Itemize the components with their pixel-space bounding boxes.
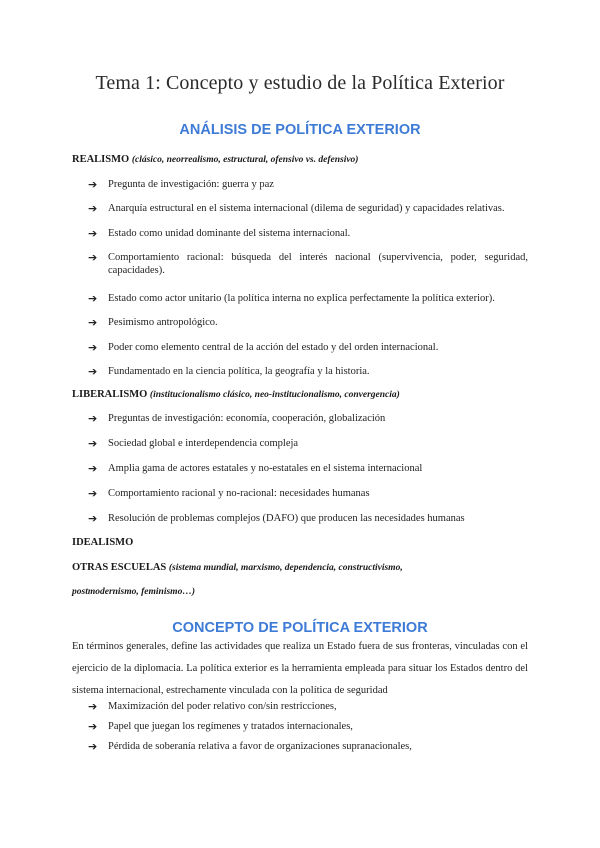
list-item: Pregunta de investigación: guerra y paz — [108, 179, 274, 190]
concepto-paragraph: En términos generales, define las actividades que realiza un Estado fuera de sus fronteras, vinculadas con el ejercicio de la diplomacia. La política exterior es la herramienta empleada para situar los Estados dentro del sistema internacional, estrechamente vinculada con la política de seguridad — [72, 641, 528, 696]
page-title: Tema 1: Concepto y estudio de la Política Exterior — [95, 72, 505, 94]
arrow-right-icon: ➔ — [88, 251, 98, 264]
arrow-right-icon: ➔ — [88, 178, 98, 191]
otras-detail-line2: postmodernismo, feminismo…) — [72, 587, 195, 597]
list-item: Pesimismo antropológico. — [108, 317, 218, 328]
list-item: Estado como actor unitario (la política interna no explica perfectamente la política exterior). — [108, 293, 495, 304]
arrow-right-icon: ➔ — [88, 341, 98, 354]
arrow-right-icon: ➔ — [88, 292, 98, 305]
liberalismo-detail: (institucionalismo clásico, neo-institucionalismo, convergencia) — [149, 390, 400, 400]
arrow-right-icon: ➔ — [88, 412, 98, 425]
list-item: Preguntas de investigación: economía, cooperación, globalización — [108, 413, 386, 424]
arrow-right-icon: ➔ — [88, 487, 98, 500]
arrow-right-icon: ➔ — [88, 740, 98, 753]
otras-label: OTRAS ESCUELAS — [72, 562, 167, 573]
list-item: Amplia gama de actores estatales y no-estatales en el sistema internacional — [108, 463, 423, 474]
subheading-idealismo — [72, 536, 532, 549]
idealismo-label: IDEALISMO — [72, 537, 134, 548]
arrow-right-icon: ➔ — [88, 720, 98, 733]
subheading-liberalismo — [72, 388, 532, 402]
arrow-right-icon: ➔ — [88, 316, 98, 329]
realismo-detail: (clásico, neorrealismo, estructural, ofensivo vs. defensivo) — [131, 155, 359, 165]
arrow-right-icon: ➔ — [88, 512, 98, 525]
list-item: Poder como elemento central de la acción del estado y del orden internacional. — [108, 342, 439, 353]
list-item: Comportamiento racional: búsqueda del interés nacional (supervivencia, poder, seguridad, capacidades). — [108, 252, 528, 276]
subheading-realismo — [72, 153, 532, 167]
list-item: Comportamiento racional y no-racional: necesidades humanas — [108, 488, 370, 499]
arrow-right-icon: ➔ — [88, 462, 98, 475]
list-item: Anarquía estructural en el sistema internacional (dilema de seguridad) y capacidades relativas. — [108, 203, 505, 214]
list-item: Papel que juegan los regímenes y tratados internacionales, — [108, 721, 353, 732]
list-item: Estado como unidad dominante del sistema internacional. — [108, 228, 351, 239]
arrow-right-icon: ➔ — [88, 227, 98, 240]
otras-detail-line2-row — [72, 585, 532, 599]
list-item: Fundamentado en la ciencia política, la geografía y la historia. — [108, 366, 370, 377]
subheading-otras-escuelas — [72, 561, 532, 575]
liberalismo-label: LIBERALISMO — [72, 389, 148, 400]
arrow-right-icon: ➔ — [88, 365, 98, 378]
list-item: Resolución de problemas complejos (DAFO) que producen las necesidades humanas — [108, 513, 465, 524]
arrow-right-icon: ➔ — [88, 202, 98, 215]
otras-detail-line1: (sistema mundial, marxismo, dependencia, constructivismo, — [168, 563, 403, 573]
list-item: Sociedad global e interdependencia compleja — [108, 438, 299, 449]
list-item: Maximización del poder relativo con/sin restricciones, — [108, 701, 337, 712]
arrow-right-icon: ➔ — [88, 437, 98, 450]
section-heading-analisis: ANÁLISIS DE POLÍTICA EXTERIOR — [179, 122, 421, 138]
section-heading-concepto: CONCEPTO DE POLÍTICA EXTERIOR — [172, 620, 428, 636]
realismo-label: REALISMO — [72, 154, 130, 165]
list-item: Pérdida de soberanía relativa a favor de organizaciones supranacionales, — [108, 741, 412, 752]
arrow-right-icon: ➔ — [88, 700, 98, 713]
